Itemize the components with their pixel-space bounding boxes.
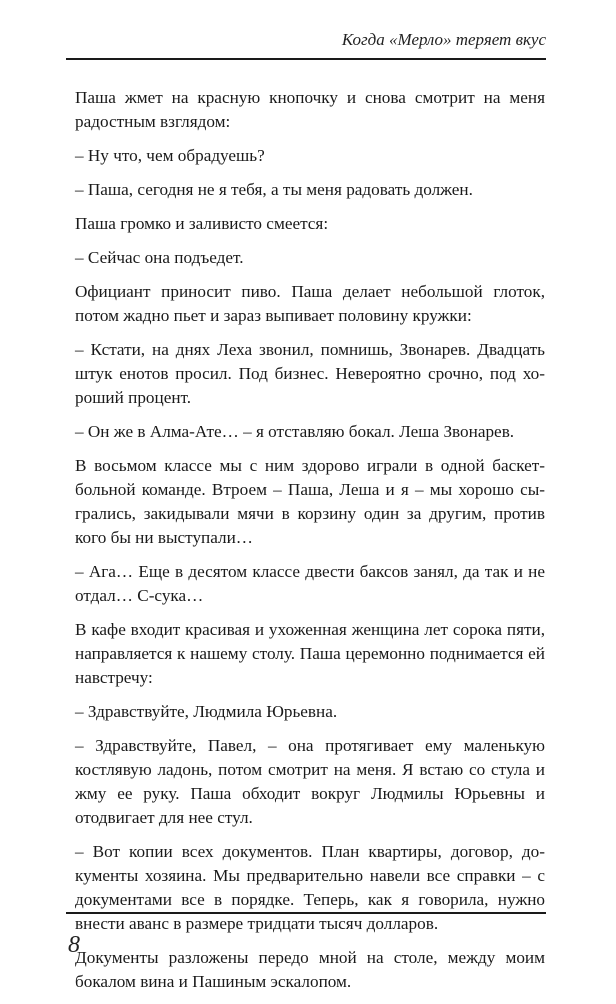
paragraph: Паша громко и заливисто смеется:	[75, 214, 329, 233]
paragraph: – Ага… Еще в десятом классе двести баксов занял, да так и не отдал… С-сука…	[75, 562, 545, 605]
paragraph: – Здравствуйте, Людмила Юрьевна.	[75, 702, 338, 721]
paragraph: В кафе входит красивая и ухоженная женщина лет сорока пяти, направляется к нашему столу. Паша церемонно поднимается ей навстречу:	[75, 620, 545, 687]
paragraph: – Кстати, на днях Леха звонил, помнишь, Звонарев. Двадцать штук енотов просил. Под бизнес. Невероятно срочно, под хороший процент.	[75, 340, 545, 407]
running-header	[0, 0, 616, 60]
paragraph: – Он же в Алма-Ате… – я отставляю бокал. Леша Звонарев.	[75, 422, 515, 441]
paragraph: – Здравствуйте, Павел, – она протягивает ему маленькую костлявую ладонь, потом смотрит на меня. Я встаю со стула и жму ее руку. Паша обходит вокруг Людмилы Юрьевны и отодвигает для нее стул.	[75, 736, 545, 827]
body-text	[75, 86, 545, 1004]
header-rule	[66, 58, 546, 60]
paragraph: – Ну что, чем обрадуешь?	[75, 146, 265, 165]
paragraph: – Сейчас она подъедет.	[75, 248, 244, 267]
paragraph: Документы разложены передо мной на столе, между моим бокалом вина и Пашиным эскалопом.	[75, 948, 545, 991]
paragraph: Официант приносит пиво. Паша делает небольшой глоток, потом жадно пьет и зараз выпивает половину кружки:	[75, 282, 545, 325]
paragraph: – Вот копии всех документов. План квартиры, договор, документы хозяина. Мы предварительно навели все справки – с документами все в порядке. Теперь, как я говорила, нужно внести аванс в размере тридцати тысяч долларов.	[75, 842, 545, 933]
page-number: 8	[68, 932, 80, 958]
running-title: Когда «Мерло» теряет вкус	[341, 30, 546, 49]
paragraph: Паша жмет на красную кнопочку и снова смотрит на меня радостным взглядом:	[75, 88, 545, 131]
paragraph: – Паша, сегодня не я тебя, а ты меня радовать должен.	[75, 180, 473, 199]
paragraph: В восьмом классе мы с ним здорово играли в одной баскетбольной команде. Втроем – Паша, Леша и я – мы хорошо сыгрались, закидывали мячи в корзину один за другим, против кого бы ни выступали…	[75, 456, 545, 547]
footer-rule	[66, 912, 546, 914]
